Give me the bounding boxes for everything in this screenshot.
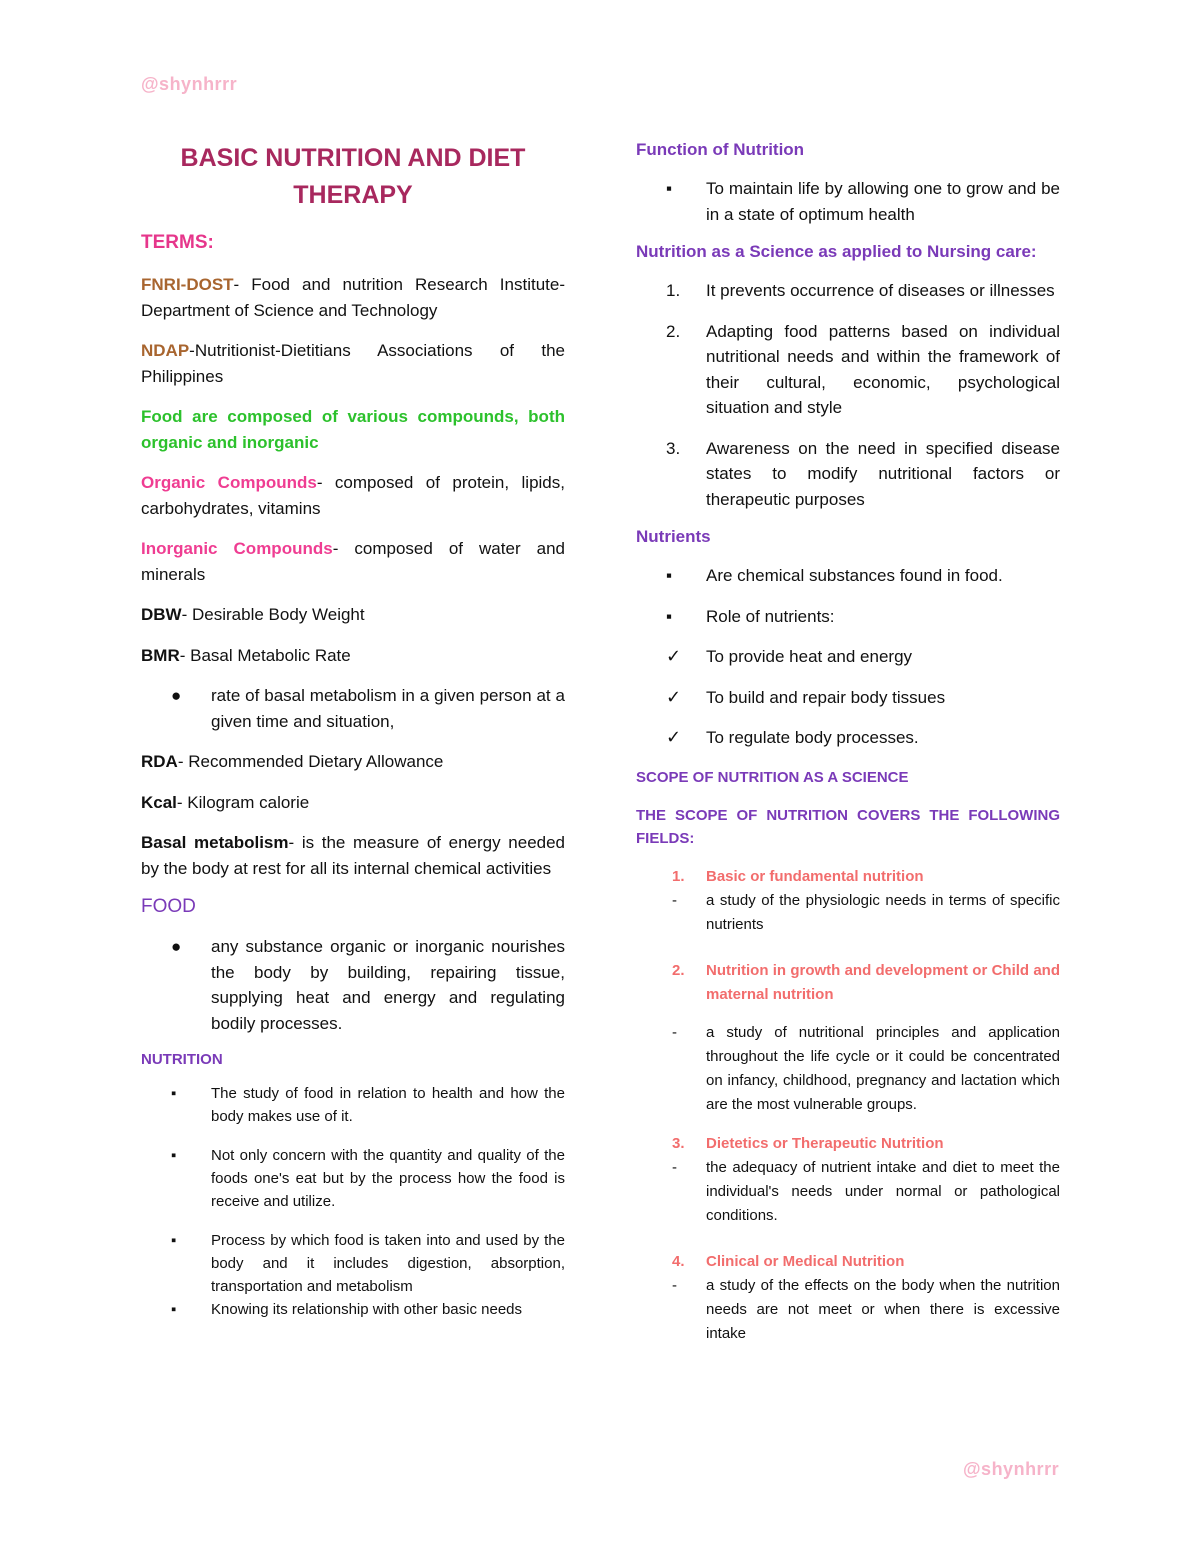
list-item-text: Process by which food is taken into and used by the body and it includes digestion, absorption, transportation and metabolism bbox=[211, 1232, 565, 1295]
scope-title-text: Dietetics or Therapeutic Nutrition bbox=[706, 1134, 944, 1152]
bullet-square-icon: ▪ bbox=[666, 566, 673, 585]
term-def: - Food and nutrition Research Institute- Department of Science and Technology bbox=[141, 275, 565, 320]
list-item-text: rate of basal metabolism in a given person at a given time and situation, bbox=[211, 686, 565, 731]
list-item-text: Not only concern with the quantity and quality of the foods one's eat but by the process how the food is receive and utilize. bbox=[211, 1147, 565, 1210]
list-item bbox=[636, 278, 1060, 304]
list-number: 3. bbox=[666, 438, 681, 458]
science-heading: Nutrition as a Science as applied to Nursing care: bbox=[636, 242, 1037, 261]
scope-title-text: Nutrition in growth and development or Child and maternal nutrition bbox=[706, 961, 1060, 1003]
term-organic bbox=[141, 470, 565, 521]
list-item bbox=[636, 176, 1060, 227]
nutrients-heading: Nutrients bbox=[636, 527, 711, 546]
scope-item bbox=[636, 1250, 1060, 1346]
term-inorganic bbox=[141, 536, 565, 587]
scope-item-title bbox=[636, 1132, 1060, 1156]
bullet-square-icon: ▪ bbox=[171, 1147, 177, 1164]
terms-heading: TERMS: bbox=[141, 232, 214, 253]
list-number: 1. bbox=[666, 281, 681, 300]
food-bullets bbox=[141, 934, 565, 1036]
scope-desc-text: a study of the effects on the body when the nutrition needs are not meet or when there is excessive intake bbox=[706, 1276, 1060, 1342]
function-list bbox=[636, 176, 1060, 227]
food-heading: FOOD bbox=[141, 896, 196, 917]
dash-marker: - bbox=[672, 1158, 677, 1176]
term-def: - Recommended Dietary Allowance bbox=[177, 752, 444, 771]
bullet-dot-icon: ● bbox=[171, 937, 182, 956]
bullet-square-icon: ▪ bbox=[666, 179, 673, 198]
list-item bbox=[636, 725, 1060, 751]
bullet-square-icon: ▪ bbox=[171, 1085, 177, 1102]
list-item-text: To build and repair body tissues bbox=[706, 687, 946, 707]
list-item-text: To maintain life by allowing one to grow and be in a state of optimum health bbox=[706, 179, 1060, 224]
list-item bbox=[636, 644, 1060, 670]
term-key: Kcal bbox=[141, 792, 177, 812]
function-heading: Function of Nutrition bbox=[636, 140, 805, 159]
scope-item-desc bbox=[636, 1156, 1060, 1228]
bullet-square-icon: ▪ bbox=[171, 1301, 177, 1318]
list-number: 1. bbox=[672, 867, 685, 885]
scope-item-desc bbox=[636, 1274, 1060, 1346]
scope-subheading: THE SCOPE OF NUTRITION COVERS THE FOLLOWING FIELDS: bbox=[636, 806, 1060, 847]
scope-desc-text: the adequacy of nutrient intake and diet to meet the individual's needs under normal or pathological conditions. bbox=[706, 1158, 1060, 1224]
list-item bbox=[141, 683, 565, 734]
list-item-text: Role of nutrients: bbox=[706, 606, 835, 626]
scope-title-text: Basic or fundamental nutrition bbox=[706, 867, 924, 885]
list-item bbox=[141, 1082, 565, 1128]
list-item-text: It prevents occurrence of diseases or illnesses bbox=[706, 281, 1055, 300]
list-number: 2. bbox=[672, 961, 685, 979]
list-item bbox=[141, 1229, 565, 1298]
list-item-text: any substance organic or inorganic nourishes the body by building, repairing tissue, supplying heat and energy and regulating bodily processes. bbox=[211, 937, 565, 1033]
bullet-dot-icon: ● bbox=[171, 686, 182, 705]
term-rda bbox=[141, 749, 565, 775]
bullet-square-icon: ▪ bbox=[171, 1232, 177, 1249]
term-key: BMR bbox=[141, 645, 180, 665]
list-item bbox=[141, 934, 565, 1036]
scope-title-text: Clinical or Medical Nutrition bbox=[706, 1252, 905, 1270]
scope-item-title bbox=[636, 865, 1060, 889]
dash-marker: - bbox=[672, 1276, 677, 1294]
scope-desc-text: a study of the physiologic needs in terms of specific nutrients bbox=[706, 891, 1060, 933]
list-number: 3. bbox=[672, 1134, 685, 1152]
term-def: - Basal Metabolic Rate bbox=[179, 645, 351, 665]
list-item-text: Adapting food patterns based on individual nutritional needs and within the framework of their cultural, economic, psychological situation and style bbox=[706, 321, 1060, 417]
scope-heading: SCOPE OF NUTRITION AS A SCIENCE bbox=[636, 768, 909, 786]
term-ndap bbox=[141, 338, 565, 389]
page-title-line-1: BASIC NUTRITION AND DIET bbox=[180, 144, 526, 172]
list-item bbox=[141, 1298, 565, 1321]
right-column bbox=[636, 140, 1060, 1346]
term-kcal bbox=[141, 790, 565, 816]
term-def: - composed of water and minerals bbox=[141, 539, 565, 584]
term-fnri bbox=[141, 272, 565, 323]
list-item bbox=[636, 436, 1060, 513]
scope-list bbox=[636, 865, 1060, 1346]
term-dbw bbox=[141, 602, 565, 628]
scope-item-title bbox=[636, 1250, 1060, 1274]
list-item-text: Knowing its relationship with other basic needs bbox=[211, 1301, 523, 1318]
list-item-text: Are chemical substances found in food. bbox=[706, 566, 1003, 585]
list-item-text: The study of food in relation to health and how the body makes use of it. bbox=[211, 1085, 565, 1125]
scope-item bbox=[636, 959, 1060, 1117]
list-item bbox=[636, 604, 1060, 630]
food-composition-note: Food are composed of various compounds, both organic and inorganic bbox=[141, 407, 565, 452]
nutrition-heading: NUTRITION bbox=[141, 1051, 223, 1068]
scope-desc-text: a study of nutritional principles and application throughout the life cycle or it could be concentrated on infancy, childhood, pregnancy and lactation which are the most vulnerable groups. bbox=[706, 1023, 1060, 1113]
term-def: - Kilogram calorie bbox=[176, 792, 310, 812]
list-item-text: To provide heat and energy bbox=[706, 647, 913, 666]
scope-item-title bbox=[636, 959, 1060, 1007]
list-item-text: To regulate body processes. bbox=[706, 728, 919, 747]
nutrition-list bbox=[141, 1082, 565, 1321]
page-title bbox=[141, 140, 565, 214]
science-list bbox=[636, 278, 1060, 512]
checkmark-icon: ✓ bbox=[666, 727, 682, 747]
scope-item bbox=[636, 865, 1060, 937]
term-basal-metabolism bbox=[141, 830, 565, 881]
list-number: 4. bbox=[672, 1252, 685, 1270]
term-key: Organic Compounds bbox=[141, 473, 317, 492]
list-number: 2. bbox=[666, 321, 681, 341]
term-def: -Nutritionist-Dietitians Associations of the Philippines bbox=[141, 341, 565, 386]
left-column bbox=[141, 140, 565, 1337]
term-key: Inorganic Compounds bbox=[141, 539, 333, 558]
dash-marker: - bbox=[672, 1023, 677, 1041]
term-key: DBW bbox=[141, 605, 182, 624]
nutrients-list bbox=[636, 563, 1060, 751]
term-key: RDA bbox=[141, 752, 178, 771]
term-def: - is the measure of energy needed by the body at rest for all its internal chemical activities bbox=[141, 833, 566, 878]
list-item-text: Awareness on the need in specified disease states to modify nutritional factors or therapeutic purposes bbox=[706, 438, 1060, 509]
dash-marker: - bbox=[672, 891, 677, 909]
checkmark-icon: ✓ bbox=[666, 686, 682, 707]
list-item bbox=[636, 319, 1060, 421]
term-key: NDAP bbox=[141, 341, 190, 360]
scope-item-desc bbox=[636, 1021, 1060, 1117]
term-key: Basal metabolism bbox=[141, 833, 289, 852]
bullet-square-icon: ▪ bbox=[666, 606, 673, 626]
term-key: FNRI-DOST bbox=[141, 275, 234, 294]
scope-item-desc bbox=[636, 889, 1060, 937]
list-item bbox=[636, 563, 1060, 589]
page-title-line-2: THERAPY bbox=[293, 181, 413, 209]
term-def: - composed of protein, lipids, carbohydrates, vitamins bbox=[141, 473, 565, 518]
list-item bbox=[636, 685, 1060, 711]
term-def: - Desirable Body Weight bbox=[181, 605, 365, 624]
watermark-top: @shynhrrr bbox=[141, 74, 238, 94]
scope-item bbox=[636, 1132, 1060, 1228]
checkmark-icon: ✓ bbox=[666, 646, 682, 666]
term-bmr bbox=[141, 643, 565, 669]
watermark-bottom: @shynhrrr bbox=[963, 1459, 1060, 1479]
list-item bbox=[141, 1144, 565, 1213]
bmr-bullets bbox=[141, 683, 565, 734]
